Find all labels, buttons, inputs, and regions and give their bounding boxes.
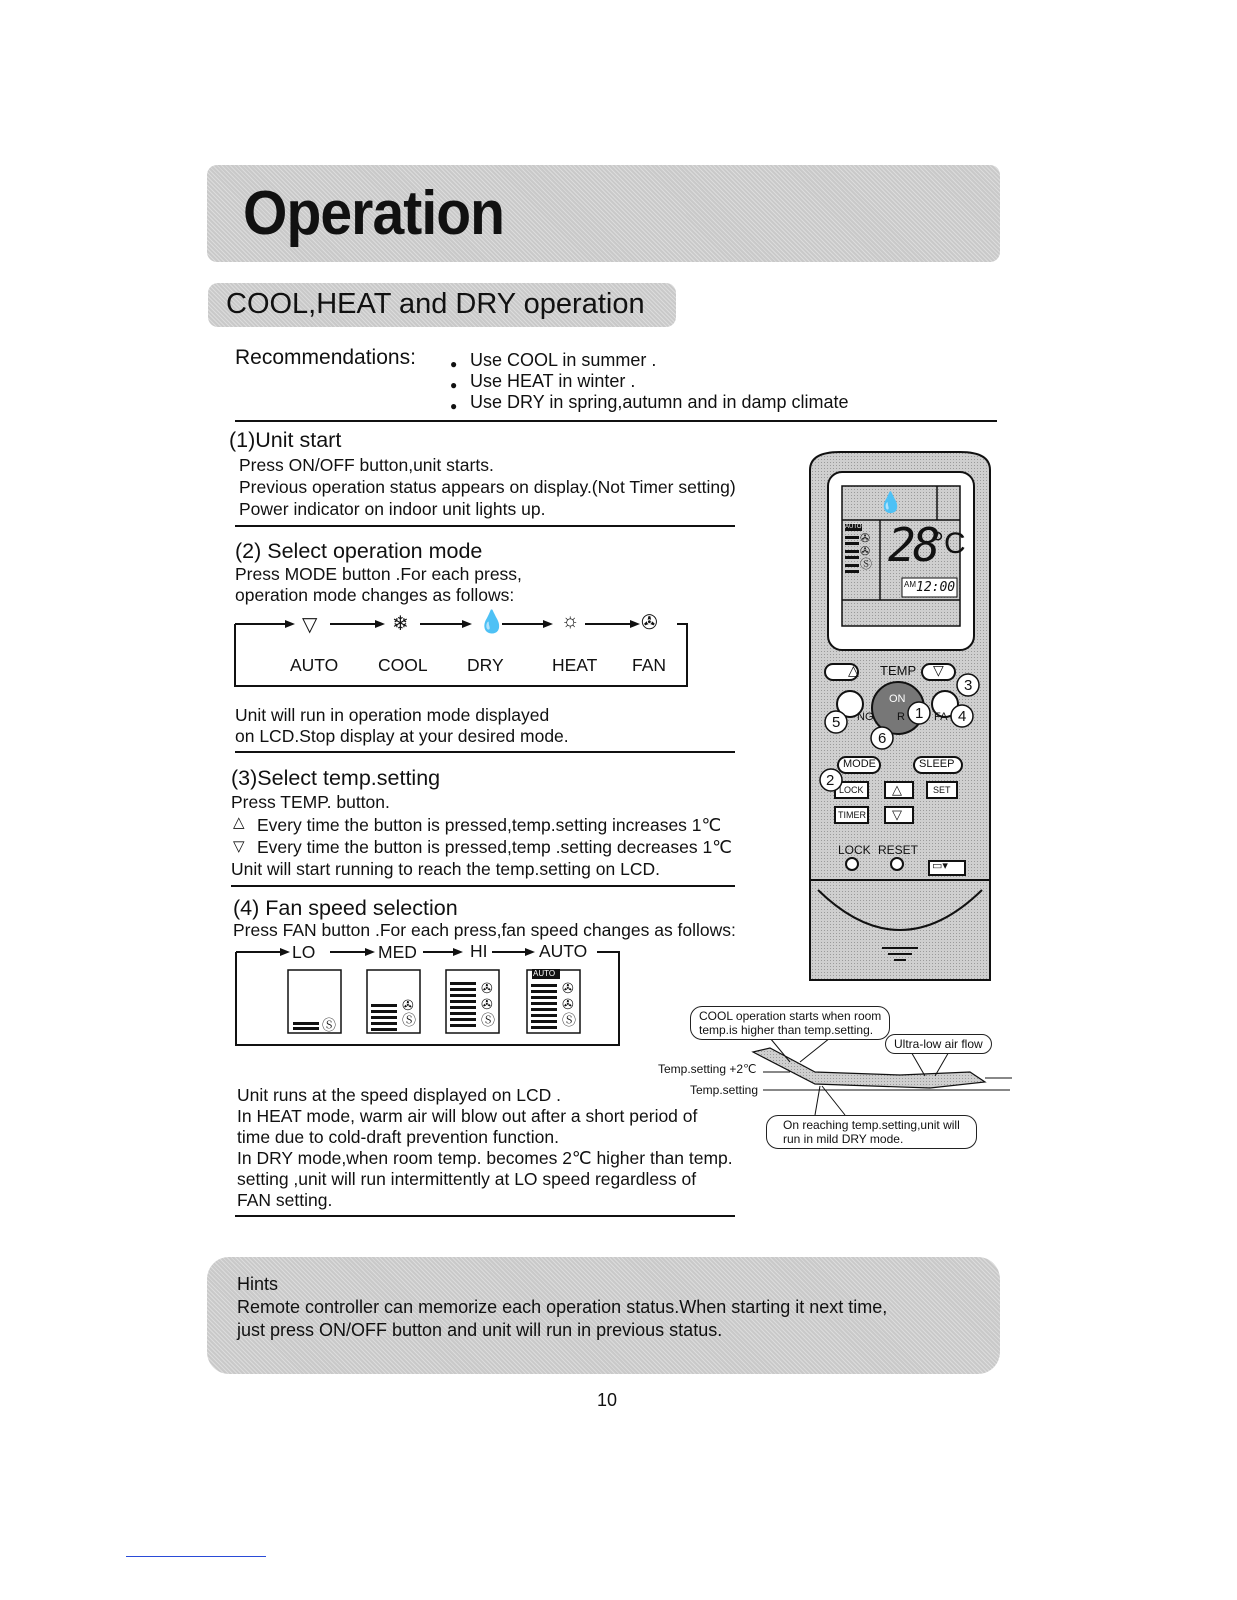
mode-line: operation mode changes as follows: <box>235 585 515 605</box>
on-off-sub-label: R <box>897 711 905 723</box>
temp-setting-plus-label: Temp.setting +2℃ <box>658 1062 757 1076</box>
page-title: Operation <box>243 179 505 248</box>
reset-label: RESET <box>878 843 919 857</box>
recommendations-label: Recommendations: <box>235 346 416 369</box>
callout-line: temp.is higher than temp.setting. <box>699 1023 874 1037</box>
temp-setting-label: Temp.setting <box>690 1083 759 1097</box>
fan-label-med: MED <box>378 942 417 962</box>
fan-after-line: setting ,unit will run intermittently at LO speed regardless of <box>237 1169 697 1189</box>
fan-icon: ✇ ✇ Ⓢ <box>860 531 873 571</box>
up-triangle-icon: △ <box>233 814 245 831</box>
divider <box>235 751 735 753</box>
recommendation-item: ● Use DRY in spring,autumn and in damp climate <box>470 391 849 413</box>
fan-label-auto: AUTO <box>539 941 588 961</box>
hints-line: just press ON/OFF button and unit will run in previous status. <box>237 1320 723 1340</box>
fan-button-label: FA <box>934 711 948 723</box>
fan-label-hi: HI <box>470 941 488 961</box>
lcd-temperature: 28 <box>888 518 938 572</box>
set-button-label[interactable]: SET <box>933 785 951 795</box>
fan-after-line: FAN setting. <box>237 1190 333 1210</box>
lock-button-label[interactable]: LOCK <box>839 785 864 795</box>
callout-ultra-low-airflow: Ultra-low air flow <box>885 1034 992 1054</box>
auto-tag: AUTO <box>533 969 556 978</box>
mode-label-fan: FAN <box>632 655 667 675</box>
fan-after-line: Unit runs at the speed displayed on LCD . <box>237 1085 561 1105</box>
fan-label-lo: LO <box>292 942 316 962</box>
divider <box>235 420 997 422</box>
down-triangle-icon: ▽ <box>233 838 245 855</box>
mode-after-line: on LCD.Stop display at your desired mode. <box>235 726 569 746</box>
temp-line: Unit will start running to reach the temp.setting on LCD. <box>231 859 660 879</box>
mode-label-auto: AUTO <box>290 655 339 675</box>
bottom-link-underline <box>126 1556 266 1557</box>
mode-button-label[interactable]: MODE <box>843 758 876 770</box>
on-off-label[interactable]: ON <box>889 693 906 705</box>
fan-icon: ✇ ✇ Ⓢ <box>481 980 495 1028</box>
temp-up-icon[interactable]: △ <box>848 662 859 678</box>
section-title: COOL,HEAT and DRY operation <box>226 288 645 320</box>
callout-number: 3 <box>964 677 973 694</box>
up-icon[interactable]: △ <box>892 782 902 797</box>
mode-line: Press MODE button .For each press, <box>235 564 522 584</box>
fan-icon: ✇ Ⓢ <box>402 997 416 1028</box>
unit-start-line: Power indicator on indoor unit lights up. <box>239 499 546 519</box>
divider <box>231 885 735 887</box>
fan-mode-icon: ✇ <box>641 612 658 634</box>
unit-start-line: Press ON/OFF button,unit starts. <box>239 455 494 475</box>
auto-mode-icon: ▽ <box>302 614 318 636</box>
cool-mode-icon: ❄ <box>392 613 409 635</box>
mode-heading: (2) Select operation mode <box>235 539 483 563</box>
divider <box>235 525 735 527</box>
lcd-temp-unit: °C <box>932 527 966 560</box>
callout-line: COOL operation starts when room <box>699 1009 882 1023</box>
unit-start-line: Previous operation status appears on display.(Not Timer setting) <box>239 477 736 497</box>
fan-line: Press FAN button .For each press,fan speed changes as follows: <box>233 920 736 940</box>
recommendation-item: ● Use COOL in summer . <box>470 349 656 371</box>
lcd-auto-tag: AUTO <box>845 524 862 530</box>
battery-icon: ▭▾ <box>932 860 948 872</box>
divider <box>235 1215 735 1217</box>
temp-line: Press TEMP. button. <box>231 792 390 812</box>
callout-number: 6 <box>878 730 887 747</box>
temp-down-icon[interactable]: ▽ <box>933 662 944 678</box>
mode-label-cool: COOL <box>378 655 428 675</box>
page-number: 10 <box>597 1390 618 1410</box>
hints-line: Remote controller can memorize each operation status.When starting it next time, <box>237 1297 888 1317</box>
timer-button-label[interactable]: TIMER <box>838 810 866 820</box>
temp-line: Every time the button is pressed,temp .setting decreases 1℃ <box>257 837 732 857</box>
hints-title: Hints <box>237 1274 279 1294</box>
drop-icon: 💧 <box>878 492 903 514</box>
fan-heading: (4) Fan speed selection <box>233 896 458 920</box>
fan-after-line: time due to cold-draft prevention function. <box>237 1127 559 1147</box>
recommendation-item: ● Use HEAT in winter . <box>470 370 635 392</box>
sleep-button-label[interactable]: SLEEP <box>919 758 955 770</box>
callout-line: run in mild DRY mode. <box>783 1132 904 1146</box>
fan-icon: ✇ ✇ Ⓢ <box>562 980 576 1028</box>
callout-number: 4 <box>958 708 967 725</box>
lcd-am: AM <box>904 580 916 589</box>
fan-after-line: In HEAT mode, warm air will blow out after a short period of <box>237 1106 698 1126</box>
dry-mode-icon: 💧 <box>478 609 506 634</box>
callout-line: On reaching temp.setting,unit will <box>783 1118 960 1132</box>
mode-cycle-lines <box>230 610 700 695</box>
mode-label-dry: DRY <box>467 655 504 675</box>
mode-after-line: Unit will run in operation mode displayed <box>235 705 550 725</box>
temp-label: TEMP <box>880 663 917 678</box>
down-icon[interactable]: ▽ <box>892 807 902 822</box>
callout-number: 2 <box>826 772 835 789</box>
callout-number: 5 <box>832 714 841 731</box>
temp-heading: (3)Select temp.setting <box>231 766 441 790</box>
temp-line: Every time the button is pressed,temp.setting increases 1℃ <box>257 815 722 835</box>
callout-cool-starts <box>690 1006 890 1040</box>
lock-label: LOCK <box>838 843 871 857</box>
unit-start-heading: (1)Unit start <box>229 428 342 452</box>
callout-number: 1 <box>915 705 924 722</box>
lcd-time: 12:00 <box>916 580 956 595</box>
fan-after-line: In DRY mode,when room temp. becomes 2℃ higher than temp. <box>237 1148 733 1168</box>
heat-mode-icon: ☼ <box>561 610 580 632</box>
fan-icon: Ⓢ <box>322 1017 336 1033</box>
swing-label: NG <box>857 711 874 723</box>
mode-label-heat: HEAT <box>552 655 598 675</box>
callout-mild-dry <box>766 1115 977 1149</box>
